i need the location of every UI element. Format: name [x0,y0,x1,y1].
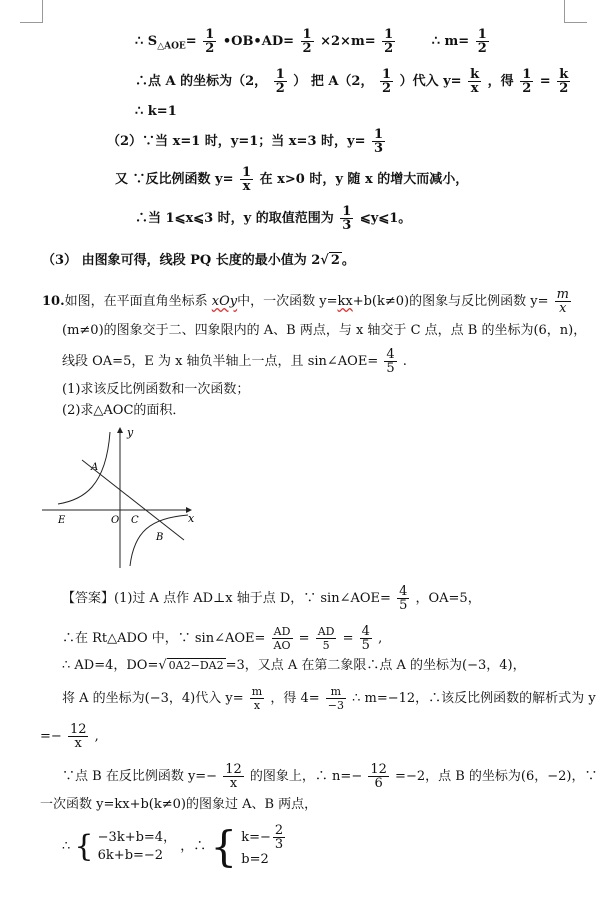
answer-line-4: 将 A 的坐标为(−3，4)代入 y= $\frac{m}{x}$ ，得 4= $\frac{m}{-3}$ ∴ m=−12，∴该反比例函数的解析式为 y [62,685,596,712]
question-10-line-2: (m≠0)的图象交于二、四象限内的 A、B 两点，与 x 轴交于 C 点，点 B 的坐标为(6，n)， [62,323,587,338]
solution-line-decreasing: 又 ∵反比例函数 y= $\frac{1}{x}$ 在 x>0 时，y 随 x 的增大而减小， [115,165,469,194]
hyperbola-branch-quadrant-2 [58,432,110,504]
question-10-part-1: (1)求该反比例函数和一次函数； [62,382,250,397]
y-axis-arrow [117,427,123,433]
solution-line-point-a: ∴点 A 的坐标为（2， $\frac{1}{2}$ ） 把 A（2， $\frac{1}{2}$ ）代入 y= $\frac{k}{x}$ ，得 $\frac{1}{2}$ = $\frac{k}{2}$ [135,67,569,96]
answer-line-6: ∵点 B 在反比例函数 y=− $\frac{12}{x}$ 的图象上，∴ n=− $\frac{12}{6}$ =−2，点 B 的坐标为(6，−2)，∵ [62,762,598,791]
question-10-line-3: 线段 OA=5，E 为 x 轴负半轴上一点，且 sin∠AOE= $\frac{4}{5}$ . [62,347,407,376]
question-10-line-1: 10.如图，在平面直角坐标系 xOy中，一次函数 y=kx+b(k≠0)的图象与反比例函数 y= $\frac{m}{x}$ [42,287,569,316]
answer-line-5: =− $\frac{12}{x}$ , [40,722,99,751]
label-c: C [131,515,139,526]
solution-line-range: ∴当 1⩽x⩽3 时，y 的取值范围为 $\frac{1}{3}$ ⩽y⩽1。 [135,204,412,233]
answer-line-2: ∴在 Rt△ADO 中，∵ sin∠AOE= $\frac{AD}{AO}$ = $\frac{AD}{5}$ = $\frac{4}{5}$ , [62,624,383,653]
solution-line-k: ∴ k=1 [135,104,177,119]
label-b: B [156,532,164,543]
label-e: E [58,515,66,526]
page-corner-mark-right [564,0,587,23]
label-y: y [127,426,134,439]
solution-line-part3: （3） 由图象可得，线段 PQ 长度的最小值为 2√ 2 。 [42,253,355,268]
function-graph [38,422,198,572]
question-10-part-2: (2)求△AOC的面积． [62,403,186,418]
page-corner-mark-left [20,0,43,23]
solution-line-area: ∴ $S_{\triangle AOE}=$ $\frac{1}{2}$ •OB•AD= $\frac{1}{2}$ ×2×m= $\frac{1}{2}$ ∴ m= $\frac{1}{2}$ [135,27,487,56]
solution-line-part2: （2）∵当 x=1 时，y=1；当 x=3 时，y= $\frac{1}{3}$ [107,127,384,156]
label-o: O [111,515,120,526]
label-x: x [188,512,195,525]
answer-line-8-system: ∴ { −3k+b=4， 6k+b=−2 ，∴ { k=− $\frac{2}{3}$ b=2 [62,821,284,871]
answer-line-1: 【答案】(1)过 A 点作 AD⊥x 轴于点 D，∵ sin∠AOE= $\frac{4}{5}$ ，OA=5， [62,584,481,613]
answer-line-7: 一次函数 y=kx+b(k≠0)的图象过 A、B 两点， [40,797,318,812]
answer-line-3: ∴ AD=4，DO=√ 0A2−DA2 =3，又点 A 在第二象限∴点 A 的坐标为(−3，4)， [62,658,526,673]
label-a: A [91,462,99,473]
